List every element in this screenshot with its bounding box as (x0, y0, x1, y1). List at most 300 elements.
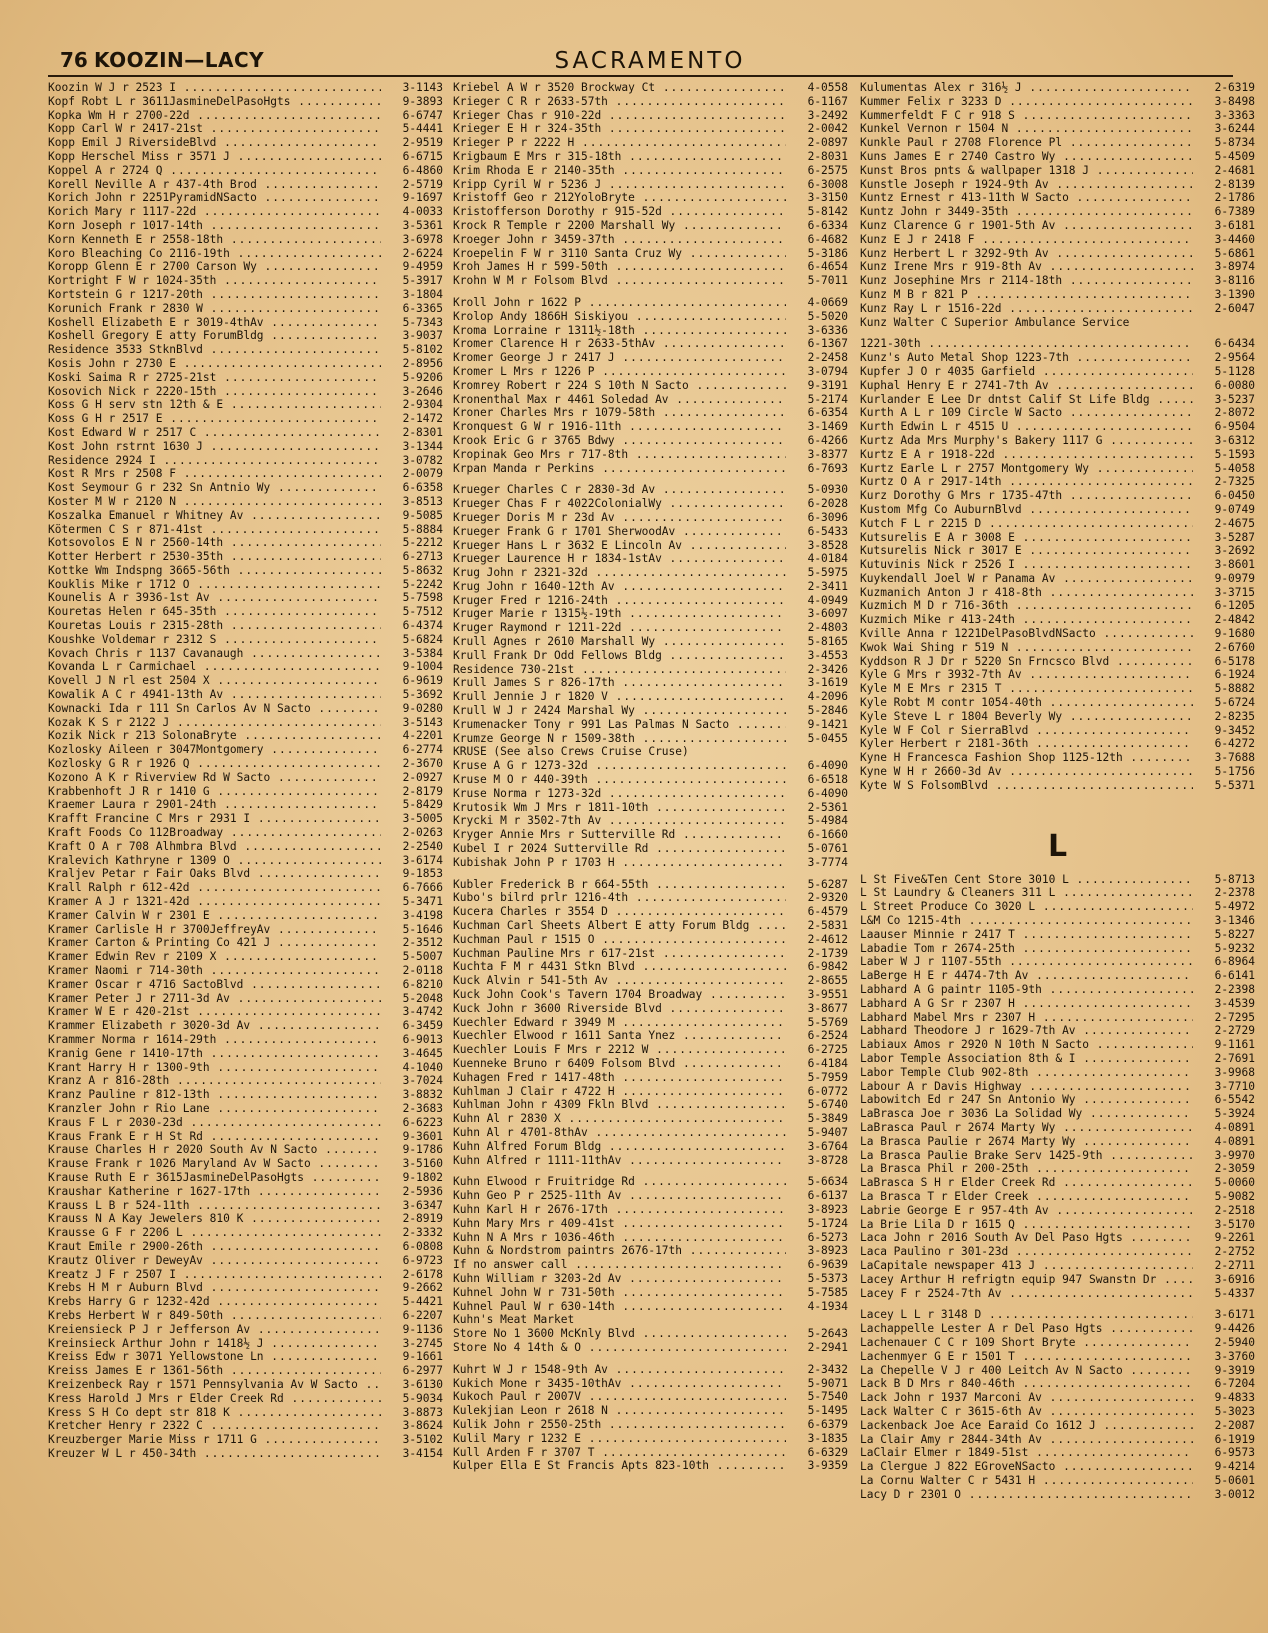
listing-entry (48, 467, 443, 481)
listing-entry (860, 489, 1255, 503)
listing-entry (860, 448, 1255, 462)
listing-name: Labhard A G Sr r 2307 H ..... (860, 997, 1193, 1011)
listing-phone: 3-8528 (807, 538, 848, 552)
listing-name: Kopka Wm H r 2700-22d ..... (48, 109, 381, 123)
listing-name: Kyne W H r 2660-3d Av ..... (860, 765, 1193, 779)
listing-phone: 2-7295 (1214, 1010, 1255, 1024)
listing-entry (860, 247, 1255, 261)
listing-entry (453, 406, 848, 420)
listing-name: Krauss L B r 524-11th ..... (48, 1199, 381, 1213)
listing-entry (453, 1217, 848, 1231)
listing-entry (48, 1199, 443, 1213)
listing-name: Kuhn William r 3203-2d Av ..... (453, 1272, 786, 1286)
listing-phone: 9-1421 (807, 717, 848, 731)
listing-name: Kuhn Elwood r Fruitridge Rd ..... (453, 1175, 786, 1189)
listing-phone: 3-0012 (1214, 1487, 1255, 1501)
listing-name: Kowalik A C r 4941-13th Av ..... (48, 688, 381, 702)
listing-name: Lachenauer C C r 109 Short Bryte ..... (860, 1336, 1193, 1350)
listing-entry (860, 1024, 1255, 1038)
listing-entry (48, 633, 443, 647)
listing-phone: 9-4214 (1214, 1460, 1255, 1474)
listing-phone: 2-3683 (402, 1101, 443, 1115)
listing-entry (453, 891, 848, 905)
listing-phone: 3-5170 (1214, 1217, 1255, 1231)
listing-phone: 6-6715 (402, 149, 443, 163)
listing-phone: 5-1593 (1214, 447, 1255, 461)
listing-entry (860, 393, 1255, 407)
listing-entry (48, 302, 443, 316)
listing-entry (453, 1300, 848, 1314)
listing-phone: 2-3432 (807, 1362, 848, 1376)
listing-phone: 2-2378 (1214, 886, 1255, 900)
listing-phone: 3-1390 (1214, 287, 1255, 301)
listing-phone: 9-3191 (807, 378, 848, 392)
listing-name: Kozlosky Aileen r 3047Montgomery ..... (48, 743, 381, 757)
listing-entry (48, 757, 443, 771)
listing-name: Kost John rstrnt 1630 J ..... (48, 440, 381, 454)
listing-name: Residence 730-21st ..... (453, 663, 786, 677)
listing-phone: 3-4742 (402, 1005, 443, 1019)
listing-phone: 3-5160 (402, 1157, 443, 1171)
listing-name: Kuchman Paul r 1515 O ..... (453, 933, 786, 947)
listing-entry (860, 150, 1255, 164)
listing-entry (453, 497, 848, 511)
listing-name: Krock R Temple r 2200 Marshall Wy ..... (453, 219, 786, 233)
listing-name: Kraft Foods Co 112Broadway ..... (48, 826, 381, 840)
listing-phone: 2-2729 (1214, 1024, 1255, 1038)
listing-entry (48, 992, 443, 1006)
listing-name: Kranzler John r Rio Lane ..... (48, 1102, 381, 1116)
listing-name: Kustom Mfg Co AuburnBlvd ..... (860, 503, 1193, 517)
listing-entry (48, 1337, 443, 1351)
listing-entry (860, 627, 1255, 641)
listing-entry (453, 1043, 848, 1057)
listing-entry (453, 773, 848, 787)
listing-name: Koozin W J r 2523 I ..... (48, 81, 381, 95)
listing-phone: 2-1739 (807, 946, 848, 960)
listing-name: La Clergue J 822 EGroveNSacto ..... (860, 1460, 1193, 1474)
listing-entry (453, 1057, 848, 1071)
listing-name: Krim Rhoda E r 2140-35th ..... (453, 164, 786, 178)
listing-entry (453, 814, 848, 828)
listing-name: Labiaux Amos r 2920 N 10th N Sacto ..... (860, 1038, 1193, 1052)
listing-phone: 2-4803 (807, 621, 848, 635)
listing-name: KRUSE (See also Crews Cruise Cruse) (453, 745, 689, 759)
listing-name: Lachappelle Lester A r Del Paso Hgts ..... (860, 1322, 1193, 1336)
listing-name: Kranz Pauline r 812-13th ..... (48, 1088, 381, 1102)
listing-name: Kwok Wai Shing r 519 N ..... (860, 641, 1193, 655)
listing-phone: 3-6764 (807, 1139, 848, 1153)
listing-entry (453, 1286, 848, 1300)
listing-phone: 5-6740 (807, 1098, 848, 1112)
listing-name: Lacey F r 2524-7th Av ..... (860, 1287, 1193, 1301)
listing-entry (453, 1377, 848, 1391)
listing-name: Kummer Felix r 3233 D ..... (860, 95, 1193, 109)
listing-phone: 6-9619 (402, 674, 443, 688)
listing-name: Kunkle Paul r 2708 Florence Pl ..... (860, 136, 1193, 150)
listing-entry (453, 621, 848, 635)
listing-phone: 2-1786 (1214, 191, 1255, 205)
listing-name: Kraemer Laura r 2901-24th ..... (48, 798, 381, 812)
listing-phone: 5-4421 (402, 1295, 443, 1309)
listing-entry (453, 539, 848, 553)
listing-entry (48, 909, 443, 923)
listing-name: Kuykendall Joel W r Panama Av ..... (860, 572, 1193, 586)
listing-entry (453, 1446, 848, 1460)
listing-phone: 5-5007 (402, 950, 443, 964)
listing-name: Korich Mary r 1117-22d ..... (48, 205, 381, 219)
listing-phone: 2-3512 (402, 936, 443, 950)
listing-entry (860, 955, 1255, 969)
listing-name: Lack Walter C r 3615-6th Av ..... (860, 1405, 1193, 1419)
listing-phone: 3-6097 (807, 607, 848, 621)
listing-phone: 2-9304 (402, 398, 443, 412)
listing-entry (860, 886, 1255, 900)
listing-name: Kuntz Ernest r 413-11th W Sacto ..... (860, 191, 1193, 205)
listing-phone: 2-7325 (1214, 475, 1255, 489)
listing-phone: 3-6171 (1214, 1308, 1255, 1322)
listing-name: Kruger Marie r 1315½-19th ..... (453, 607, 786, 621)
listing-entry (453, 420, 848, 434)
listing-phone: 9-0979 (1214, 571, 1255, 585)
listing-phone: 9-0749 (1214, 502, 1255, 516)
listing-phone: 3-2745 (402, 1336, 443, 1350)
listing-phone: 3-7688 (1214, 751, 1255, 765)
listing-phone: 6-9639 (807, 1258, 848, 1272)
listing-name: Labhard A G paintr 1105-9th ..... (860, 983, 1193, 997)
listing-phone: 3-9968 (1214, 1065, 1255, 1079)
listing-phone: 6-0080 (1214, 378, 1255, 392)
listing-name: Kuhn Al r 4701-8thAv ..... (453, 1126, 786, 1140)
listing-entry (860, 81, 1255, 95)
listing-name: Krause Frank r 1026 Maryland Av W Sacto ..... (48, 1157, 381, 1171)
page-number: 76 (60, 48, 88, 72)
listing-entry (453, 260, 848, 274)
listing-name: Kyle W F Col r SierraBlvd ..... (860, 724, 1193, 738)
listing-name: Krabbenhoft J R r 1410 G ..... (48, 785, 381, 799)
listing-name: Kuhn Al r 2830 X ..... (453, 1112, 786, 1126)
listing-name: Koster M W r 2120 N ..... (48, 495, 381, 509)
listing-name: Kramer Calvin W r 2301 E ..... (48, 909, 381, 923)
listing-phone: 3-6312 (1214, 433, 1255, 447)
listing-entry (453, 109, 848, 123)
listing-phone: 5-6287 (807, 877, 848, 891)
listing-name: Krull Jennie J r 1820 V ..... (453, 690, 786, 704)
listing-name: Krueger Laurence H r 1834-1stAv ..... (453, 552, 786, 566)
listing-entry (860, 997, 1255, 1011)
listing-entry (48, 660, 443, 674)
listing-entry (453, 324, 848, 338)
listing-name: La Brasca Phil r 200-25th ..... (860, 1162, 1193, 1176)
listing-name: Kopf Robt L r 3611JasmineDelPasoHgts ..... (48, 95, 381, 109)
listing-name: Kost Seymour G r 232 Sn Antnio Wy ..... (48, 481, 381, 495)
listing-phone: 3-8974 (1214, 260, 1255, 274)
listing-entry (453, 878, 848, 892)
listing-name: Kuphal Henry E r 2741-7th Av ..... (860, 379, 1193, 393)
listing-phone: 2-0927 (402, 770, 443, 784)
listing-name: LaBrasca Paul r 2674 Marty Wy ..... (860, 1121, 1193, 1135)
listing-phone: 2-8072 (1214, 406, 1255, 420)
listing-name: Kotsovolos E N r 2560-14th ..... (48, 536, 381, 550)
listing-entry (48, 785, 443, 799)
listing-entry (453, 247, 848, 261)
listing-name: La Brasca T r Elder Creek ..... (860, 1190, 1193, 1204)
listing-name: Kunz's Auto Metal Shop 1223-7th ..... (860, 351, 1193, 365)
listing-phone: 3-1344 (402, 439, 443, 453)
listing-name: Kraljev Petar r Fair Oaks Blvd ..... (48, 867, 381, 881)
listing-name: Krebs Harry G r 1232-42d ..... (48, 1295, 381, 1309)
listing-phone: 5-2174 (807, 392, 848, 406)
listing-phone: 5-8102 (402, 343, 443, 357)
listing-entry (48, 1143, 443, 1157)
listing-phone: 3-6347 (402, 1198, 443, 1212)
listing-name: Kortstein G r 1217-20th ..... (48, 288, 381, 302)
listing-phone: 4-0949 (807, 593, 848, 607)
listing-entry (48, 978, 443, 992)
listing-phone: 6-2713 (402, 550, 443, 564)
listing-name: Kotter Herbert r 2530-35th ..... (48, 550, 381, 564)
listing-phone: 3-5102 (402, 1433, 443, 1447)
listing-entry (48, 1226, 443, 1240)
listing-name: L&M Co 1215-4th ..... (860, 914, 1193, 928)
listing-phone: 4-0891 (1214, 1120, 1255, 1134)
listing-phone: 6-6358 (402, 481, 443, 495)
listing-phone: 5-9034 (402, 1391, 443, 1405)
listing-name: Kramer Carton & Printing Co 421 J ..... (48, 936, 381, 950)
listing-name: Lackenback Joe Ace Earaid Co 1612 J ..... (860, 1419, 1193, 1433)
listing-entry (453, 365, 848, 379)
listing-phone: 2-6178 (402, 1267, 443, 1281)
listing-phone: 3-9970 (1214, 1148, 1255, 1162)
listing-entry (860, 1218, 1255, 1232)
listing-name: Kuhlman J Clair r 4722 H ..... (453, 1085, 786, 1099)
listing-name: Kuhnel John W r 731-50th ..... (453, 1286, 786, 1300)
listing-name: Kyddson R J Dr r 5220 Sn Frncsco Blvd ..... (860, 655, 1193, 669)
listing-phone: 3-4198 (402, 908, 443, 922)
listing-entry (860, 1287, 1255, 1301)
listing-entry (48, 798, 443, 812)
listing-entry (860, 1474, 1255, 1488)
listing-name: Kromer George J r 2417 J ..... (453, 351, 786, 365)
listing-phone: 9-2261 (1214, 1231, 1255, 1245)
listing-phone: 6-5178 (1214, 654, 1255, 668)
listing-entry (860, 1231, 1255, 1245)
listing-entry (860, 434, 1255, 448)
listing-entry (860, 572, 1255, 586)
listing-name: Kouretas Helen r 645-35th ..... (48, 605, 381, 619)
listing-name: Kunz Ray L r 1516-22d ..... (860, 302, 1193, 316)
listing-entry (48, 178, 443, 192)
listing-name: Koss G H serv stn 12th & E ..... (48, 398, 381, 412)
listing-phone: 2-9519 (402, 136, 443, 150)
listing-name: Krug John r 2321-32d ..... (453, 566, 786, 580)
listing-phone: 6-4860 (402, 163, 443, 177)
listing-entry (48, 771, 443, 785)
listing-entry (860, 1093, 1255, 1107)
listing-phone: 9-5085 (402, 508, 443, 522)
listing-entry (453, 1327, 848, 1341)
listing-name: La Chepelle V J r 400 Leitch Av N Sacto ..... (860, 1364, 1193, 1378)
listing-name: Korn Kenneth E r 2558-18th ..... (48, 233, 381, 247)
listing-name: Kuenneke Bruno r 6409 Folsom Blvd ..... (453, 1057, 786, 1071)
listing-phone: 6-1919 (1214, 1432, 1255, 1446)
listing-entry (860, 696, 1255, 710)
listing-entry (860, 1446, 1255, 1460)
listing-entry (48, 1005, 443, 1019)
listing-phone: 6-8210 (402, 977, 443, 991)
listing-phone: 2-2458 (807, 351, 848, 365)
listing-name: Kutch F L r 2215 D ..... (860, 517, 1193, 531)
listing-name: Kyle G Mrs r 3932-7th Av ..... (860, 668, 1193, 682)
listing-name: Residence 2924 I ..... (48, 454, 381, 468)
listing-name: Kreinsieck Arthur John r 1418½ J ..... (48, 1337, 381, 1351)
listing-entry (48, 936, 443, 950)
listing-entry (860, 1121, 1255, 1135)
listing-entry (48, 591, 443, 605)
l-listings (860, 873, 1255, 1502)
listing-name: Kosovich Nick r 2220-15th ..... (48, 385, 381, 399)
listing-entry (860, 1350, 1255, 1364)
listing-phone: 6-9723 (402, 1253, 443, 1267)
listing-entry (48, 578, 443, 592)
listing-entry (48, 150, 443, 164)
listing-phone: 9-3893 (402, 94, 443, 108)
listing-name: Kyle Steve L r 1804 Beverly Wy ..... (860, 710, 1193, 724)
listing-name: Kurth Edwin L r 4515 U ..... (860, 420, 1193, 434)
listing-name: Kyte W S FolsomBlvd ..... (860, 779, 1193, 793)
listing-phone: 2-8655 (807, 974, 848, 988)
listing-name: Kuzmich Mike r 413-24th ..... (860, 613, 1193, 627)
listing-entry (453, 95, 848, 109)
listing-name: Kroll John r 1622 P ..... (453, 296, 786, 310)
listing-name: Lack B D Mrs r 840-46th ..... (860, 1377, 1193, 1391)
listing-entry (860, 1336, 1255, 1350)
listing-phone: 6-7389 (1214, 205, 1255, 219)
listing-name: Kroepelin F W r 3110 Santa Cruz Wy ..... (453, 247, 786, 261)
listing-phone: 5-3924 (1214, 1107, 1255, 1121)
listing-entry (860, 337, 1255, 351)
listing-phone: 2-8301 (402, 425, 443, 439)
listing-entry (48, 1447, 443, 1461)
listing-phone: 5-7959 (807, 1070, 848, 1084)
listing-name: Store No 1 3600 McKnly Blvd ..... (453, 1327, 786, 1341)
listing-name: Kville Anna r 1221DelPasoBlvdNSacto ..... (860, 627, 1193, 641)
listing-name: Kranz A r 816-28th ..... (48, 1074, 381, 1088)
listing-entry (48, 1061, 443, 1075)
listing-entry (453, 1390, 848, 1404)
listing-phone: 2-4612 (807, 932, 848, 946)
listing-name: Labor Temple Association 8th & I ..... (860, 1052, 1193, 1066)
listing-name: Kurz Dorothy G Mrs r 1735-47th ..... (860, 489, 1193, 503)
listing-entry (860, 316, 1255, 330)
listing-entry (453, 801, 848, 815)
listing-name: Kropinak Geo Mrs r 717-8th ..... (453, 448, 786, 462)
listing-phone: 3-5361 (402, 218, 443, 232)
listing-phone: 4-0669 (807, 295, 848, 309)
listing-name: Kuhagen Fred r 1417-48th ..... (453, 1071, 786, 1085)
listing-entry (860, 1149, 1255, 1163)
listing-entry (48, 205, 443, 219)
listing-phone: 4-2201 (402, 729, 443, 743)
listing-entry (453, 1189, 848, 1203)
listing-phone: 3-6978 (402, 232, 443, 246)
listing-phone: 3-0794 (807, 364, 848, 378)
listing-phone: 3-6181 (1214, 218, 1255, 232)
listing-phone: 6-2977 (402, 1364, 443, 1378)
listing-phone: 9-4959 (402, 260, 443, 274)
listing-phone: 6-6223 (402, 1115, 443, 1129)
listing-entry (48, 136, 443, 150)
listing-entry (860, 302, 1255, 316)
listing-name: Kruse M O r 440-39th ..... (453, 773, 786, 787)
listing-phone: 5-9407 (807, 1125, 848, 1139)
listing-name: Kunkel Vernon r 1504 N ..... (860, 122, 1193, 136)
listing-phone: 3-4553 (807, 648, 848, 662)
listing-phone: 5-1724 (807, 1216, 848, 1230)
section-gap (860, 793, 1255, 815)
listing-phone: 3-8377 (807, 447, 848, 461)
listing-phone: 6-7693 (807, 461, 848, 475)
listing-entry (860, 274, 1255, 288)
listing-phone: 9-1680 (1214, 627, 1255, 641)
listing-phone: 6-3096 (807, 510, 848, 524)
listing-phone: 3-8832 (402, 1088, 443, 1102)
listing-name: Kripp Cyril W r 5236 J ..... (453, 178, 786, 192)
listing-phone: 6-2774 (402, 743, 443, 757)
listing-phone: 6-1205 (1214, 599, 1255, 613)
listing-name: Kutsurelis Nick r 3017 E ..... (860, 544, 1193, 558)
listing-phone: 5-2212 (402, 536, 443, 550)
listing-phone: 2-3426 (807, 662, 848, 676)
listing-phone: 6-6334 (807, 218, 848, 232)
listing-entry (860, 462, 1255, 476)
listing-phone: 2-0118 (402, 964, 443, 977)
listing-phone: 6-1167 (807, 94, 848, 108)
listing-phone: 3-3715 (1214, 585, 1255, 599)
listing-entry (48, 1254, 443, 1268)
listing-phone: 5-4058 (1214, 461, 1255, 475)
listing-entry (48, 564, 443, 578)
listing-phone: 3-5143 (402, 715, 443, 729)
listing-entry (453, 310, 848, 324)
listing-entry (48, 674, 443, 688)
listing-entry (48, 812, 443, 826)
listing-entry (453, 974, 848, 988)
listing-entry (48, 1074, 443, 1088)
listing-name: Krieger C R r 2633-57th ..... (453, 95, 786, 109)
listing-entry (860, 288, 1255, 302)
listing-phone: 9-1853 (402, 867, 443, 881)
listing-entry (48, 233, 443, 247)
listing-name: Krebs H M r Auburn Blvd ..... (48, 1281, 381, 1295)
listing-entry (48, 412, 443, 426)
listing-phone: 5-6824 (402, 632, 443, 646)
listing-entry (860, 873, 1255, 887)
listing-entry (860, 1433, 1255, 1447)
guide-words: KOOZIN—LACY (94, 48, 265, 72)
listing-name: Krautz Oliver r DeweyAv ..... (48, 1254, 381, 1268)
listing-entry (48, 1116, 443, 1130)
listing-entry (453, 704, 848, 718)
listing-name: Kuntz John r 3449-35th ..... (860, 205, 1193, 219)
listing-name: Kralevich Kathryne r 1309 O ..... (48, 854, 381, 868)
listing-name: Kuchman Pauline Mrs r 617-21st ..... (453, 947, 786, 961)
listing-name: Kristofferson Dorothy r 915-52d ..... (453, 205, 786, 219)
listing-name: L Street Produce Co 3020 L ..... (860, 900, 1193, 914)
listing-entry (453, 1126, 848, 1140)
listing-phone: 3-1346 (1214, 914, 1255, 928)
listing-name: Kyle M E Mrs r 2315 T ..... (860, 682, 1193, 696)
